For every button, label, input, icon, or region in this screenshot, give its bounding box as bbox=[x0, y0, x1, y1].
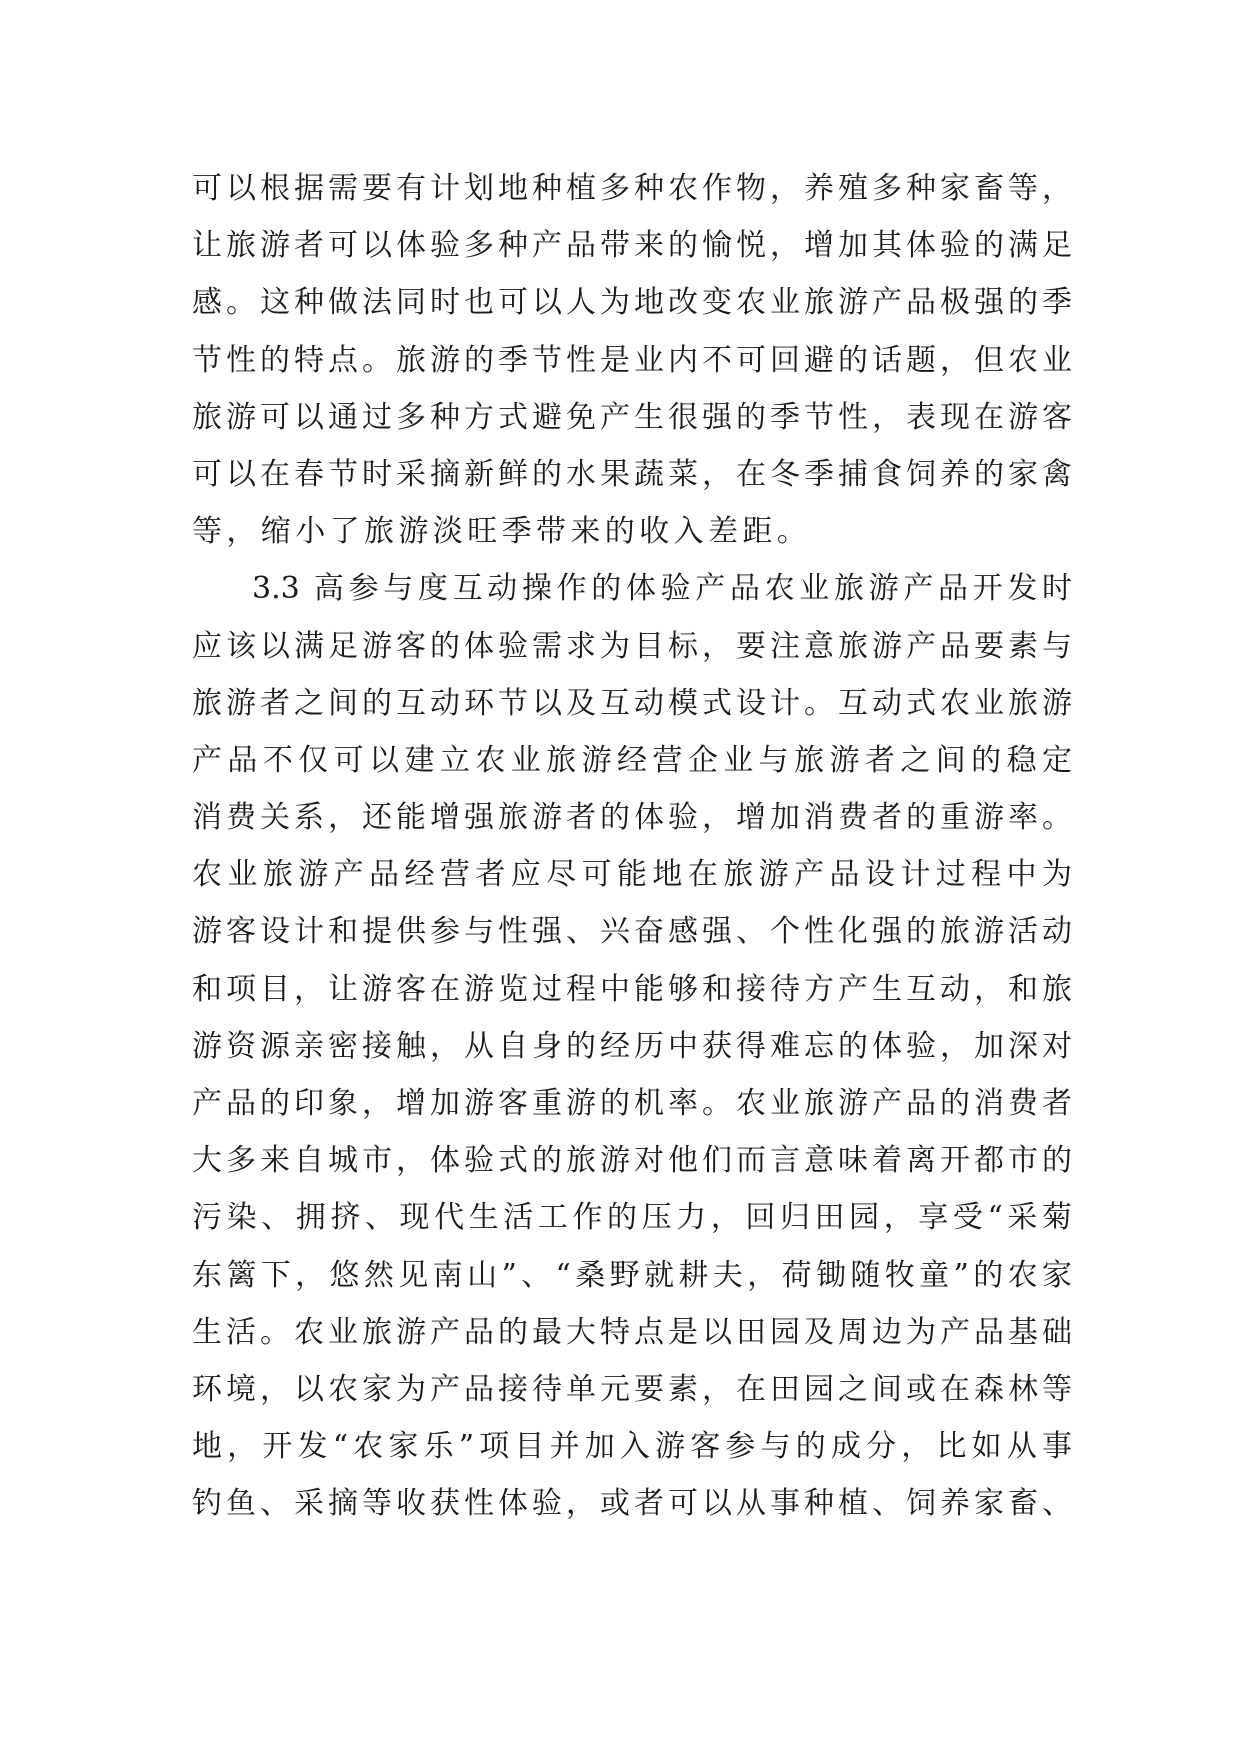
text-line: 生活。农业旅游产品的最大特点是以田园及周边为产品基础 bbox=[192, 1314, 1072, 1350]
text-line: 产品的印象，增加游客重游的机率。农业旅游产品的消费者 bbox=[192, 1086, 1072, 1121]
text-line: 消费关系，还能增强旅游者的体验，增加消费者的重游率。 bbox=[192, 800, 1072, 836]
text-line: 农业旅游产品经营者应尽可能地在旅游产品设计过程中为 bbox=[192, 857, 1072, 893]
text-line: 环境，以农家为产品接待单元要素，在田园之间或在森林等 bbox=[192, 1371, 1072, 1407]
text-line: 让旅游者可以体验多种产品带来的愉悦，增加其体验的满足 bbox=[192, 228, 1072, 264]
text-line: 可以根据需要有计划地种植多种农作物，养殖多种家畜等， bbox=[192, 171, 1072, 206]
body-text bbox=[192, 160, 1072, 1533]
text-line-paragraph-end: 等，缩小了旅游淡旺季带来的收入差距。 bbox=[192, 514, 812, 550]
text-line: 感。这种做法同时也可以人为地改变农业旅游产品极强的季 bbox=[192, 285, 1072, 321]
text-line: 旅游可以通过多种方式避免产生很强的季节性，表现在游客 bbox=[192, 399, 1072, 435]
text-line: 旅游者之间的互动环节以及互动模式设计。互动式农业旅游 bbox=[192, 685, 1072, 721]
text-line: 可以在春节时采摘新鲜的水果蔬菜，在冬季捕食饲养的家禽 bbox=[192, 456, 1072, 492]
text-line: 游客设计和提供参与性强、兴奋感强、个性化强的旅游活动 bbox=[192, 914, 1072, 950]
text-line: 产品不仅可以建立农业旅游经营企业与旅游者之间的稳定 bbox=[192, 742, 1072, 778]
text-line: 大多来自城市，体验式的旅游对他们而言意味着离开都市的 bbox=[192, 1143, 1072, 1179]
text-line: 地，开发“农家乐”项目并加入游客参与的成分，比如从事 bbox=[192, 1429, 1072, 1465]
text-line: 游资源亲密接触，从自身的经历中获得难忘的体验，加深对 bbox=[192, 1028, 1072, 1064]
text-line: 污染、拥挤、现代生活工作的压力，回归田园，享受“采菊 bbox=[192, 1200, 1072, 1236]
text-line: 和项目，让游客在游览过程中能够和接待方产生互动，和旅 bbox=[192, 971, 1072, 1007]
section-heading-line: 3.3 高参与度互动操作的体验产品农业旅游产品开发时 bbox=[252, 571, 1072, 607]
text-line: 东篱下，悠然见南山”、“桑野就耕夫，荷锄随牧童”的农家 bbox=[192, 1257, 1072, 1293]
text-line: 节性的特点。旅游的季节性是业内不可回避的话题，但农业 bbox=[192, 342, 1072, 378]
text-line: 钓鱼、采摘等收获性体验，或者可以从事种植、饲养家畜、 bbox=[192, 1486, 1072, 1522]
text-line: 应该以满足游客的体验需求为目标，要注意旅游产品要素与 bbox=[192, 628, 1072, 664]
